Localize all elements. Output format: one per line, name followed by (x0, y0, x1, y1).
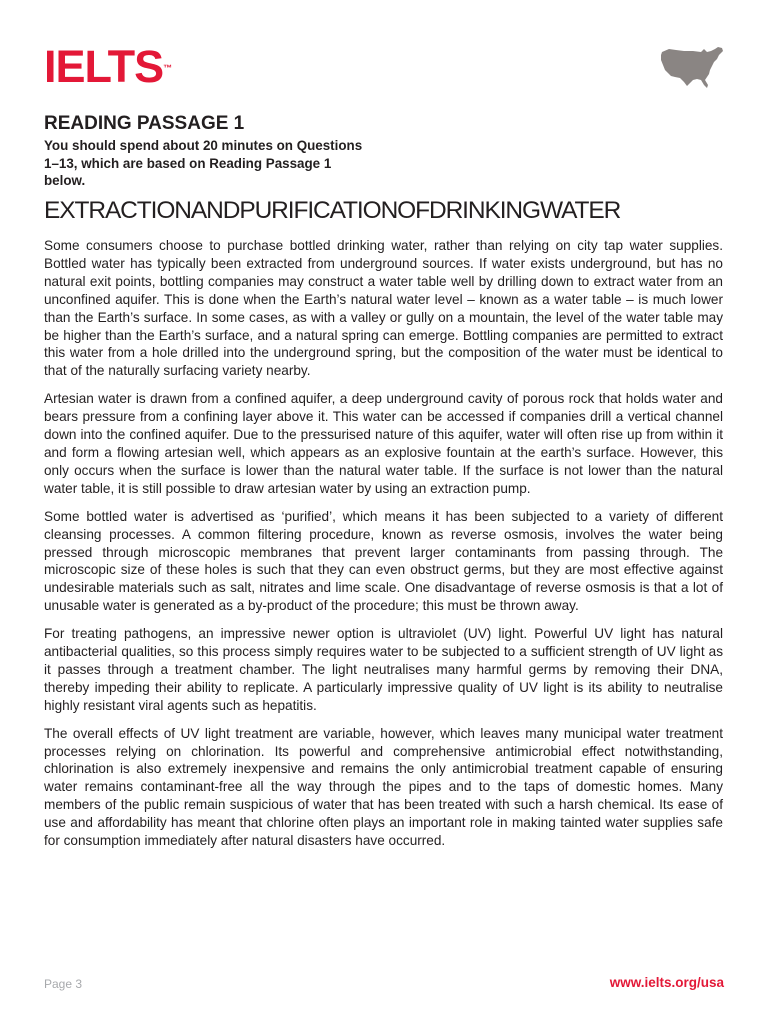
instruction-line: below. (44, 173, 86, 188)
instruction-line: 1–13, which are based on Reading Passage 1 (44, 155, 332, 171)
usa-map-icon (660, 46, 724, 88)
trademark-symbol: ™ (163, 63, 173, 73)
passage-heading: READING PASSAGE 1 (44, 113, 245, 134)
logo-text: IELTS (44, 41, 164, 92)
website-link[interactable]: www.ielts.org/usa (609, 975, 724, 990)
page-number: Page 3 (44, 977, 83, 991)
ielts-logo (44, 41, 173, 92)
paragraph: Artesian water is drawn from a confined aquifer, a deep underground cavity of porous rock that holds water and bears pressure from a confining layer above it. This water can be accessed if companies drill a vertical channel down into the confined aquifer. Due to the pressurised nature of this aquifer, water will often rise up from within it and form a flowing artesian well, which appears as an explosive fountain at the earth’s surface. However, this only occurs when the surface is lower than the natural water table. If the surface is not lower than the natural water table, it is still possible to draw artesian water by using an extraction pump. (44, 391, 723, 496)
article-body (44, 237, 723, 860)
paragraph: For treating pathogens, an impressive newer option is ultraviolet (UV) light. Powerful UV light has natural antibacterial qualities, so this process simply requires water to be subjected to a sufficient strength of UV light as it passes through a treatment chamber. The light neutralises many harmful germs by removing their DNA, thereby impeding their ability to replicate. A particularly impressive quality of UV light is its ability to neutralise highly resistant viral agents such as hepatitis. (44, 626, 723, 713)
paragraph: The overall effects of UV light treatment are variable, however, which leaves many municipal water treatment processes relying on chlorination. Its powerful and comprehensive antimicrobial effect notwithstanding, chlorination is also extremely inexpensive and remains the only antimicrobial treatment capable of ensuring water remains contaminant-free all the way through the pipes and to the taps of domestic homes. Many members of the public remain suspicious of water that has been treated with such a harsh chemical. Its ease of use and affordability has meant that chlorine often plays an important role in making tainted water supplies safe for consumption immediately after natural disasters have occurred. (44, 725, 723, 849)
paragraph: Some bottled water is advertised as ‘purified’, which means it has been subjected to a variety of different cleansing processes. A common filtering procedure, known as reverse osmosis, involves the water being pressed through microscopic membranes that prevent larger contaminants from passing through. The microscopic size of these holes is such that they can even obstruct germs, but they are most effective against undesirable materials such as salt, nitrates and lime scale. One disadvantage of reverse osmosis is that a lot of unusable water is generated as a by-product of the procedure; this must be thrown away. (44, 508, 723, 614)
instruction-line: You should spend about 20 minutes on Questions (44, 138, 363, 153)
paragraph: Some consumers choose to purchase bottled drinking water, rather than relying on city tap water supplies. Bottled water has typically been extracted from underground sources. If water exists underground, but has no natural exit points, bottling companies may construct a water table well by drilling down to extract water from an unconfined aquifer. This is done when the Earth’s natural water level – known as a water table – is much lower than the Earth’s surface. In some cases, as with a valley or gully on a mountain, the level of the water table may be higher than the Earth’s surface, and a natural spring can emerge. Bottling companies are permitted to extract this water from a hole drilled into the underground spring, but the composition of the water must be identical to that of the naturally surfacing variety nearby. (44, 238, 723, 379)
passage-instructions (44, 137, 414, 190)
article-title: EXTRACTIONANDPURIFICATIONOFDRINKINGWATER (44, 197, 621, 224)
